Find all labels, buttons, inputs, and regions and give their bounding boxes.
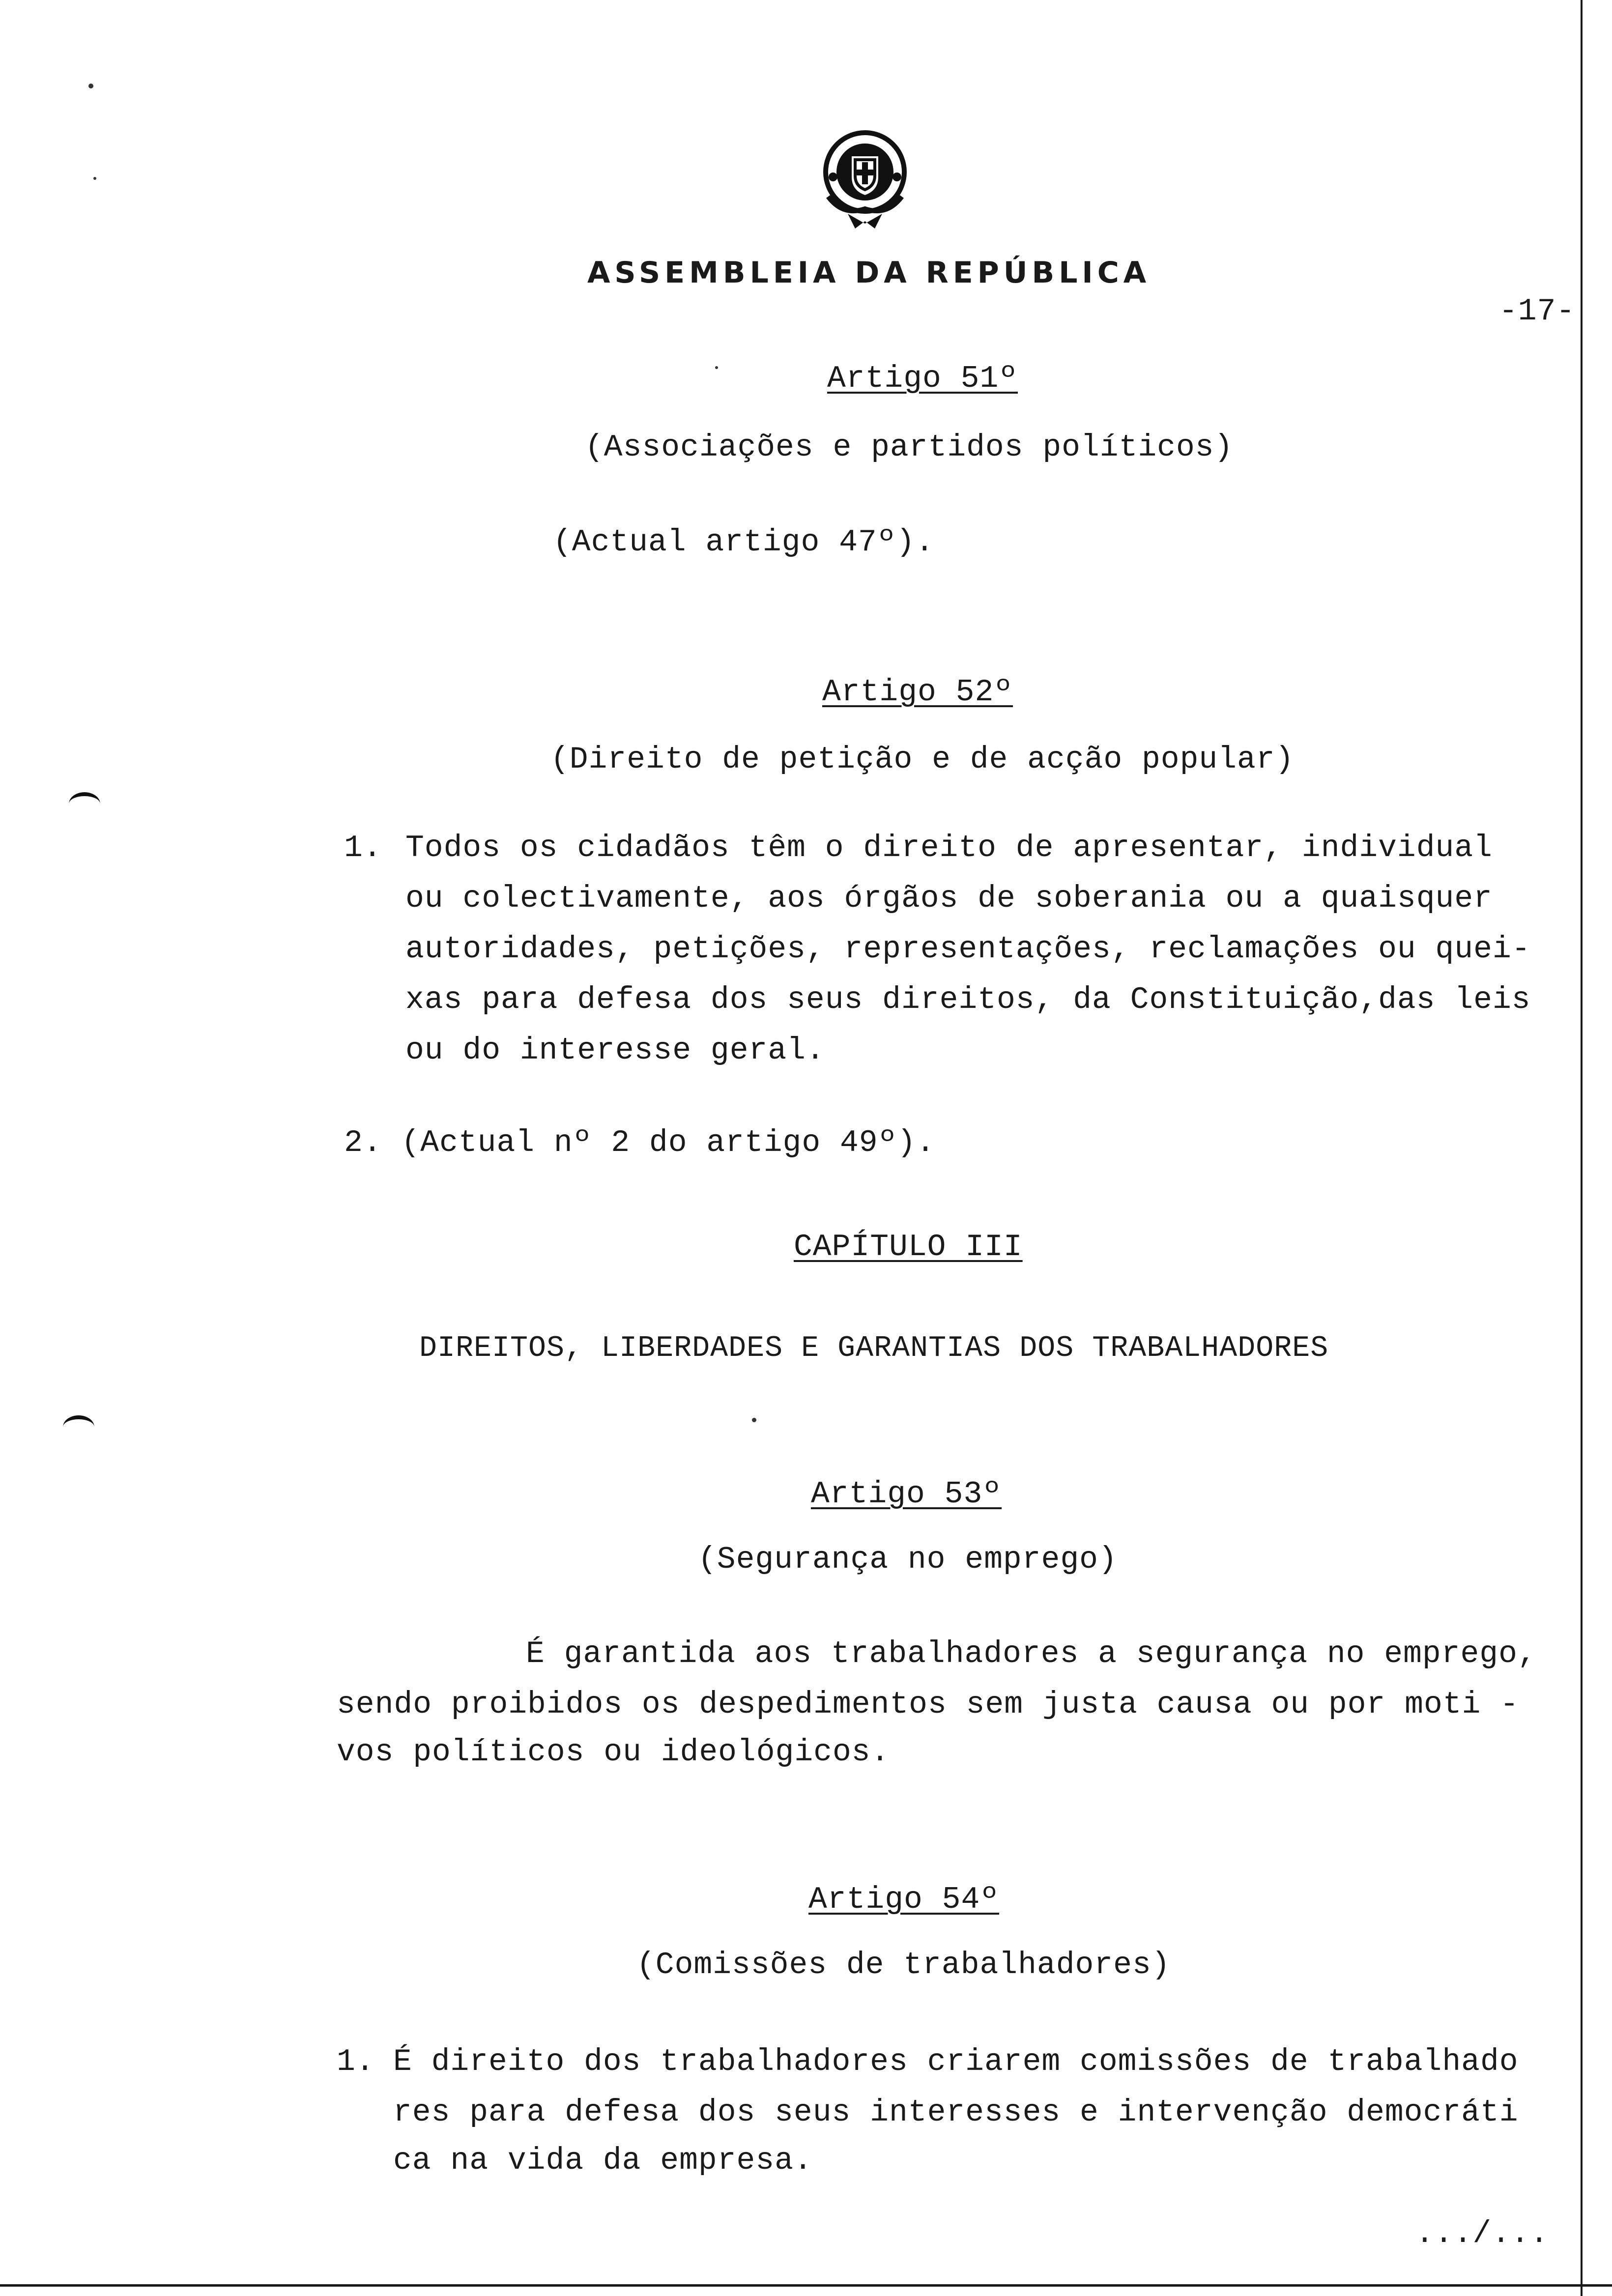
article-52-item-1-line: xas para defesa dos seus direitos, da Constituição,das leis — [405, 982, 1531, 1017]
article-54-item-1-line: ca na vida da empresa. — [393, 2143, 813, 2178]
scan-speck — [88, 84, 93, 88]
article-51-title: Artigo 51º — [827, 361, 1018, 396]
article-53-line: vos políticos ou ideológicos. — [337, 1735, 890, 1770]
article-54-item-1-line: res para defesa dos seus interesses e intervenção democráti — [393, 2095, 1519, 2130]
article-52-item-1-line: autoridades, petições, representações, reclamações ou quei- — [405, 932, 1531, 967]
chapter-title: CAPÍTULO III — [794, 1230, 1023, 1264]
article-52-item-2: 2. (Actual nº 2 do artigo 49º). — [344, 1125, 935, 1160]
article-52-item-1-line: ou colectivamente, aos órgãos de soberania ou a quaisquer — [405, 881, 1493, 916]
chapter-subtitle: DIREITOS, LIBERDADES E GARANTIAS DOS TRABALHADORES — [419, 1332, 1329, 1365]
article-54-subtitle: (Comissões de trabalhadores) — [636, 1948, 1171, 1982]
article-52-item-1-line: Todos os cidadãos têm o direito de apresentar, individual — [405, 831, 1493, 865]
bottom-rule — [0, 2284, 1612, 2287]
article-52-item-1-number: 1. — [344, 831, 382, 865]
article-54-item-1-line: É direito dos trabalhadores criarem comissões de trabalhado — [393, 2044, 1519, 2079]
punch-hole-mark — [69, 792, 100, 816]
page-number: -17- — [1499, 294, 1576, 329]
punch-hole-mark — [63, 1415, 94, 1439]
article-54-item-1-number: 1. — [337, 2044, 375, 2079]
article-53-line: sendo proibidos os despedimentos sem justa causa ou por moti - — [337, 1687, 1519, 1722]
continuation-mark: .../... — [1415, 2216, 1549, 2251]
article-53-subtitle: (Segurança no emprego) — [698, 1542, 1118, 1577]
scan-speck — [93, 177, 96, 180]
article-51-subtitle: (Associações e partidos políticos) — [585, 430, 1234, 465]
article-52-item-1-line: ou do interesse geral. — [405, 1033, 825, 1068]
institution-name: ASSEMBLEIA DA REPÚBLICA — [587, 256, 1151, 290]
article-53-line: É garantida aos trabalhadores a segurança no emprego, — [526, 1636, 1537, 1671]
article-54-title: Artigo 54º — [808, 1882, 1000, 1917]
coat-of-arms-icon — [813, 123, 917, 231]
article-52-subtitle: (Direito de petição e de acção popular) — [550, 742, 1295, 777]
scan-speck — [715, 366, 718, 369]
scan-speck — [752, 1418, 756, 1422]
article-52-title: Artigo 52º — [822, 675, 1013, 710]
article-51-body: (Actual artigo 47º). — [553, 525, 935, 560]
margin-rule — [1581, 0, 1583, 2296]
article-53-title: Artigo 53º — [811, 1477, 1002, 1512]
